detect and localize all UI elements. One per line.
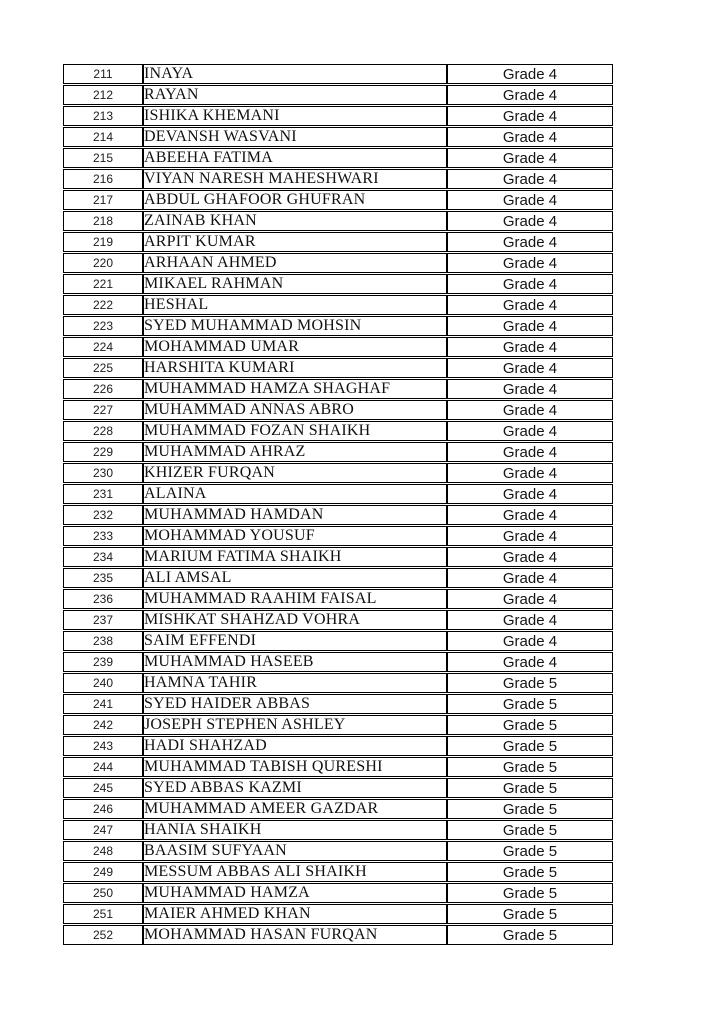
grade-cell: Grade 5: [447, 820, 613, 840]
table-row: [63, 631, 613, 651]
grade-cell: Grade 4: [447, 358, 613, 378]
row-number-cell: 220: [63, 253, 143, 273]
student-name-cell: MUHAMMAD ANNAS ABRO: [143, 400, 447, 420]
student-name-cell: ALI AMSAL: [143, 568, 447, 588]
row-number-cell: 222: [63, 295, 143, 315]
grade-cell: Grade 4: [447, 421, 613, 441]
table-row: [63, 526, 613, 546]
row-number-cell: 231: [63, 484, 143, 504]
table-row: [63, 673, 613, 693]
row-number-cell: 223: [63, 316, 143, 336]
student-name-cell: SYED MUHAMMAD MOHSIN: [143, 316, 447, 336]
table-row: [63, 169, 613, 189]
table-row: [63, 610, 613, 630]
row-number-cell: 236: [63, 589, 143, 609]
student-name-cell: HANIA SHAIKH: [143, 820, 447, 840]
row-number-cell: 252: [63, 925, 143, 945]
table-row: [63, 400, 613, 420]
student-name-cell: MUHAMMAD TABISH QURESHI: [143, 757, 447, 777]
student-name-cell: BAASIM SUFYAAN: [143, 841, 447, 861]
row-number-cell: 237: [63, 610, 143, 630]
student-name-cell: MUHAMMAD RAAHIM FAISAL: [143, 589, 447, 609]
student-name-cell: ABEEHA FATIMA: [143, 148, 447, 168]
row-number-cell: 230: [63, 463, 143, 483]
student-name-cell: INAYA: [143, 64, 447, 84]
table-row: [63, 442, 613, 462]
row-number-cell: 213: [63, 106, 143, 126]
row-number-cell: 214: [63, 127, 143, 147]
student-name-cell: MISHKAT SHAHZAD VOHRA: [143, 610, 447, 630]
student-name-cell: DEVANSH WASVANI: [143, 127, 447, 147]
grade-cell: Grade 4: [447, 211, 613, 231]
table-row: [63, 757, 613, 777]
table-row: [63, 106, 613, 126]
row-number-cell: 243: [63, 736, 143, 756]
row-number-cell: 235: [63, 568, 143, 588]
table-row: [63, 274, 613, 294]
row-number-cell: 246: [63, 799, 143, 819]
grade-cell: Grade 4: [447, 127, 613, 147]
grade-cell: Grade 5: [447, 715, 613, 735]
table-row: [63, 547, 613, 567]
student-name-cell: HAMNA TAHIR: [143, 673, 447, 693]
table-row: [63, 148, 613, 168]
grade-cell: Grade 4: [447, 85, 613, 105]
table-row: [63, 484, 613, 504]
row-number-cell: 233: [63, 526, 143, 546]
table-row: [63, 64, 613, 84]
grade-cell: Grade 4: [447, 232, 613, 252]
row-number-cell: 241: [63, 694, 143, 714]
student-name-cell: MARIUM FATIMA SHAIKH: [143, 547, 447, 567]
student-name-cell: ALAINA: [143, 484, 447, 504]
row-number-cell: 228: [63, 421, 143, 441]
grade-cell: Grade 4: [447, 484, 613, 504]
row-number-cell: 247: [63, 820, 143, 840]
student-name-cell: RAYAN: [143, 85, 447, 105]
grade-cell: Grade 5: [447, 757, 613, 777]
grade-cell: Grade 5: [447, 673, 613, 693]
student-name-cell: JOSEPH STEPHEN ASHLEY: [143, 715, 447, 735]
table-row: [63, 862, 613, 882]
student-name-cell: MUHAMMAD HAMZA: [143, 883, 447, 903]
grade-cell: Grade 4: [447, 631, 613, 651]
student-name-cell: ABDUL GHAFOOR GHUFRAN: [143, 190, 447, 210]
grade-cell: Grade 4: [447, 526, 613, 546]
table-row: [63, 736, 613, 756]
table-row: [63, 715, 613, 735]
row-number-cell: 229: [63, 442, 143, 462]
row-number-cell: 239: [63, 652, 143, 672]
table-row: [63, 799, 613, 819]
table-row: [63, 652, 613, 672]
row-number-cell: 215: [63, 148, 143, 168]
grade-cell: Grade 5: [447, 736, 613, 756]
student-name-cell: ARPIT KUMAR: [143, 232, 447, 252]
grade-cell: Grade 4: [447, 274, 613, 294]
table-body: [63, 64, 613, 945]
table-row: [63, 421, 613, 441]
student-name-cell: HARSHITA KUMARI: [143, 358, 447, 378]
table-row: [63, 925, 613, 945]
grade-cell: Grade 5: [447, 694, 613, 714]
student-name-cell: KHIZER FURQAN: [143, 463, 447, 483]
grade-cell: Grade 4: [447, 505, 613, 525]
table-row: [63, 904, 613, 924]
row-number-cell: 234: [63, 547, 143, 567]
student-name-cell: MUHAMMAD AHRAZ: [143, 442, 447, 462]
table-row: [63, 190, 613, 210]
student-name-cell: MOHAMMAD YOUSUF: [143, 526, 447, 546]
row-number-cell: 244: [63, 757, 143, 777]
grade-cell: Grade 4: [447, 316, 613, 336]
student-name-cell: MAIER AHMED KHAN: [143, 904, 447, 924]
row-number-cell: 219: [63, 232, 143, 252]
grade-cell: Grade 4: [447, 295, 613, 315]
grade-cell: Grade 4: [447, 379, 613, 399]
row-number-cell: 251: [63, 904, 143, 924]
table-row: [63, 820, 613, 840]
student-name-cell: MUHAMMAD HAMZA SHAGHAF: [143, 379, 447, 399]
student-name-cell: MESSUM ABBAS ALI SHAIKH: [143, 862, 447, 882]
row-number-cell: 226: [63, 379, 143, 399]
student-name-cell: MUHAMMAD HAMDAN: [143, 505, 447, 525]
table-row: [63, 694, 613, 714]
grade-cell: Grade 4: [447, 148, 613, 168]
student-roster-table: [63, 63, 613, 946]
grade-cell: Grade 4: [447, 589, 613, 609]
table-row: [63, 841, 613, 861]
table-row: [63, 85, 613, 105]
table-row: [63, 778, 613, 798]
row-number-cell: 227: [63, 400, 143, 420]
row-number-cell: 224: [63, 337, 143, 357]
student-name-cell: HADI SHAHZAD: [143, 736, 447, 756]
table-row: [63, 505, 613, 525]
grade-cell: Grade 5: [447, 862, 613, 882]
student-name-cell: SYED ABBAS KAZMI: [143, 778, 447, 798]
table-row: [63, 295, 613, 315]
student-name-cell: MUHAMMAD AMEER GAZDAR: [143, 799, 447, 819]
student-name-cell: MOHAMMAD HASAN FURQAN: [143, 925, 447, 945]
table-row: [63, 379, 613, 399]
grade-cell: Grade 5: [447, 778, 613, 798]
student-name-cell: ZAINAB KHAN: [143, 211, 447, 231]
grade-cell: Grade 4: [447, 253, 613, 273]
grade-cell: Grade 5: [447, 841, 613, 861]
table-row: [63, 211, 613, 231]
row-number-cell: 211: [63, 64, 143, 84]
grade-cell: Grade 4: [447, 652, 613, 672]
row-number-cell: 249: [63, 862, 143, 882]
student-name-cell: MUHAMMAD FOZAN SHAIKH: [143, 421, 447, 441]
table-row: [63, 589, 613, 609]
table-row: [63, 883, 613, 903]
student-name-cell: VIYAN NARESH MAHESHWARI: [143, 169, 447, 189]
row-number-cell: 238: [63, 631, 143, 651]
grade-cell: Grade 4: [447, 106, 613, 126]
student-name-cell: MUHAMMAD HASEEB: [143, 652, 447, 672]
student-name-cell: SAIM EFFENDI: [143, 631, 447, 651]
row-number-cell: 216: [63, 169, 143, 189]
student-name-cell: MIKAEL RAHMAN: [143, 274, 447, 294]
grade-cell: Grade 5: [447, 904, 613, 924]
row-number-cell: 232: [63, 505, 143, 525]
table-row: [63, 232, 613, 252]
row-number-cell: 245: [63, 778, 143, 798]
student-name-cell: SYED HAIDER ABBAS: [143, 694, 447, 714]
table-row: [63, 337, 613, 357]
grade-cell: Grade 5: [447, 799, 613, 819]
table-row: [63, 127, 613, 147]
row-number-cell: 242: [63, 715, 143, 735]
row-number-cell: 240: [63, 673, 143, 693]
table-row: [63, 316, 613, 336]
grade-cell: Grade 4: [447, 400, 613, 420]
student-name-cell: ARHAAN AHMED: [143, 253, 447, 273]
grade-cell: Grade 4: [447, 190, 613, 210]
grade-cell: Grade 4: [447, 169, 613, 189]
row-number-cell: 250: [63, 883, 143, 903]
grade-cell: Grade 4: [447, 610, 613, 630]
row-number-cell: 248: [63, 841, 143, 861]
table-row: [63, 253, 613, 273]
row-number-cell: 225: [63, 358, 143, 378]
table-row: [63, 358, 613, 378]
table-row: [63, 463, 613, 483]
grade-cell: Grade 4: [447, 547, 613, 567]
grade-cell: Grade 4: [447, 442, 613, 462]
grade-cell: Grade 4: [447, 463, 613, 483]
student-name-cell: HESHAL: [143, 295, 447, 315]
grade-cell: Grade 4: [447, 568, 613, 588]
student-name-cell: ISHIKA KHEMANI: [143, 106, 447, 126]
row-number-cell: 212: [63, 85, 143, 105]
row-number-cell: 218: [63, 211, 143, 231]
grade-cell: Grade 4: [447, 64, 613, 84]
row-number-cell: 221: [63, 274, 143, 294]
table-row: [63, 568, 613, 588]
student-roster-table-wrap: [63, 63, 613, 946]
grade-cell: Grade 5: [447, 925, 613, 945]
student-name-cell: MOHAMMAD UMAR: [143, 337, 447, 357]
grade-cell: Grade 5: [447, 883, 613, 903]
grade-cell: Grade 4: [447, 337, 613, 357]
row-number-cell: 217: [63, 190, 143, 210]
